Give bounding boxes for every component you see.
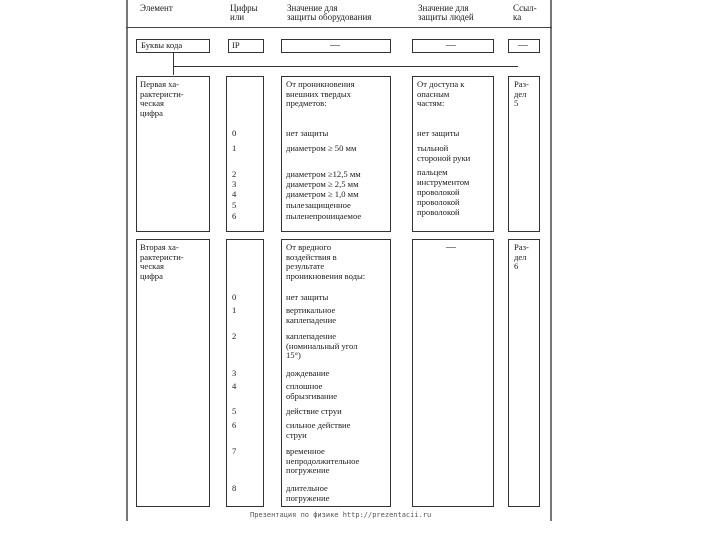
- footer-watermark: Презентация по физике http://prezentacii.ru: [250, 511, 432, 519]
- second-equipment-value-0: нет защиты: [286, 292, 329, 302]
- second-equipment-value-8: длительное погружение: [286, 483, 330, 503]
- first-people-value-4: проволокой: [417, 187, 460, 197]
- header-ref: Ссыл- ка: [513, 3, 537, 22]
- second-digit-0: 0: [232, 292, 237, 302]
- second-equipment-value-4: сплошное обрызгивание: [286, 381, 338, 401]
- connector-horizontal: [173, 66, 518, 67]
- connector-vertical: [173, 53, 174, 75]
- second-digit-1: 1: [232, 305, 237, 315]
- second-people-dash: —: [446, 242, 456, 253]
- first-equipment-value-5: пылезащищенное: [286, 200, 351, 210]
- code-equipment-dash: —: [330, 40, 340, 51]
- first-digit-0: 0: [232, 128, 237, 138]
- first-people-title: От доступа к опасным частям:: [417, 79, 465, 109]
- first-equipment-value-1: диаметром ≥ 50 мм: [286, 143, 357, 153]
- header-digits: Цифры или: [230, 3, 258, 22]
- page-right-edge: [550, 0, 552, 521]
- code-people-dash: —: [446, 40, 456, 51]
- second-equipment-title: От вредного воздействия в результате проникновения воды:: [286, 242, 366, 281]
- header-people: Значение для защиты людей: [418, 3, 474, 22]
- second-digit-3: 3: [232, 368, 237, 378]
- second-equipment-value-5: действие струи: [286, 406, 342, 416]
- second-digit-2: 2: [232, 331, 237, 341]
- second-equipment-value-1: вертикальное каплепадение: [286, 305, 337, 325]
- first-people-value-0: нет защиты: [417, 128, 460, 138]
- second-label: Вторая ха- рактеристи- ческая цифра: [140, 242, 184, 281]
- first-digit-3: 3: [232, 179, 237, 189]
- first-equipment-title: От проникновения внешних твердых предметов:: [286, 79, 355, 109]
- first-people-value-3: инструментом: [417, 177, 470, 187]
- first-label: Первая ха- рактеристи- ческая цифра: [140, 79, 184, 118]
- first-digit-5: 5: [232, 200, 237, 210]
- first-digit-2: 2: [232, 169, 237, 179]
- first-equipment-value-6: пыленепроницаемое: [286, 211, 362, 221]
- first-ref: Раз- дел 5: [514, 79, 529, 109]
- second-digit-8: 8: [232, 483, 237, 493]
- first-people-value-5: проволокой: [417, 197, 460, 207]
- header-rule: [126, 27, 552, 28]
- page-left-edge: [126, 0, 128, 521]
- second-people-box: [412, 239, 494, 507]
- second-ref-box: [508, 239, 540, 507]
- second-digit-7: 7: [232, 446, 237, 456]
- first-equipment-value-2: диаметром ≥12,5 мм: [286, 169, 361, 179]
- first-equipment-value-0: нет защиты: [286, 128, 329, 138]
- second-equipment-value-7: временное непродолжительное погружение: [286, 446, 360, 476]
- second-equipment-value-6: сильное действие струи: [286, 420, 351, 440]
- code-label: Буквы кода: [141, 40, 183, 50]
- header-element: Элемент: [140, 3, 173, 13]
- first-equipment-value-3: диаметром ≥ 2,5 мм: [286, 179, 359, 189]
- first-people-value-1: тыльной стороной руки: [417, 143, 471, 163]
- second-equipment-value-2: каплепадение (номинальный угол 15°): [286, 331, 358, 361]
- second-equipment-value-3: дождевание: [286, 368, 330, 378]
- header-equipment: Значение для защиты оборудования: [287, 3, 372, 22]
- second-digit-6: 6: [232, 420, 237, 430]
- first-people-value-2: пальцем: [417, 167, 448, 177]
- first-digit-6: 6: [232, 211, 237, 221]
- second-digit-4: 4: [232, 381, 237, 391]
- first-equipment-value-4: диаметром ≥ 1,0 мм: [286, 189, 359, 199]
- code-digits: IP: [232, 40, 240, 50]
- second-digit-5: 5: [232, 406, 237, 416]
- first-digit-4: 4: [232, 189, 237, 199]
- second-ref: Раз- дел 6: [514, 242, 529, 272]
- first-digit-1: 1: [232, 143, 237, 153]
- code-ref-dash: —: [518, 40, 528, 51]
- first-people-value-6: проволокой: [417, 207, 460, 217]
